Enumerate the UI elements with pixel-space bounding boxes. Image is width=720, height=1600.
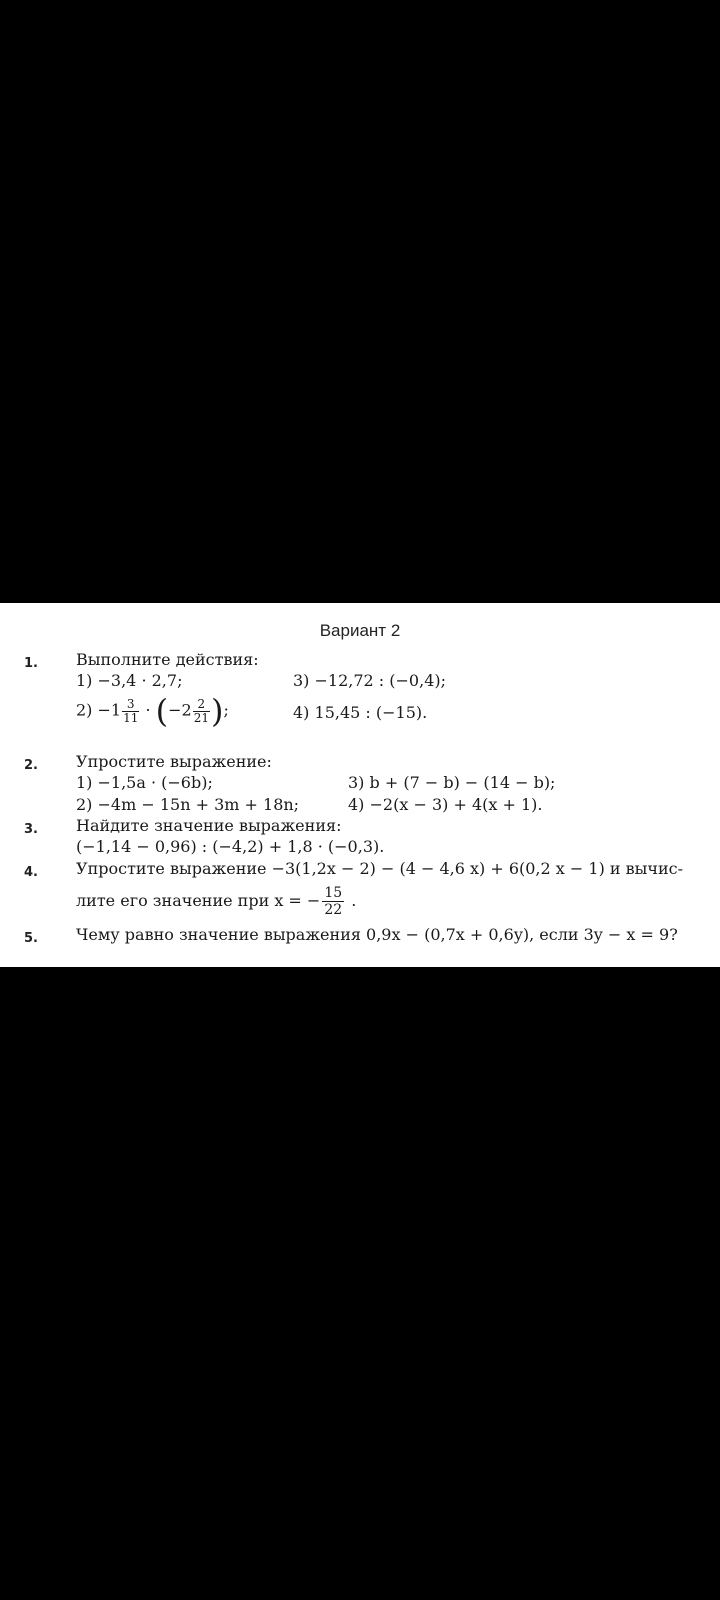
task-1-item-2-prefix: 2) −1 — [76, 700, 122, 720]
task-5-prompt: Чему равно значение выражения 0,9x − (0,7x + 0,6y), если 3y − x = 9? — [76, 925, 678, 944]
task-1-item-4: 4) 15,45 : (−15). — [293, 703, 428, 722]
semicolon: ; — [223, 700, 229, 720]
left-paren: ( — [155, 692, 169, 730]
task-3-prompt: Найдите значение выражения: — [76, 816, 342, 835]
task-3-expression: (−1,14 − 0,96) : (−4,2) + 1,8 · (−0,3). — [76, 837, 385, 856]
task-2-item-1: 1) −1,5a · (−6b); — [76, 773, 213, 792]
task-2-item-3: 3) b + (7 − b) − (14 − b); — [348, 773, 556, 792]
task-2-item-4: 4) −2(x − 3) + 4(x + 1). — [348, 795, 543, 814]
fraction-numerator: 2 — [193, 698, 210, 712]
multiply-dot: · — [140, 700, 156, 720]
fraction-3-11 — [122, 698, 139, 725]
task-1-number: 1. — [24, 656, 38, 671]
fraction-denominator: 22 — [324, 902, 343, 918]
task-1-item-2 — [76, 692, 229, 730]
inner-whole: −2 — [168, 700, 192, 720]
task-2-item-2: 2) −4m − 15n + 3m + 18n; — [76, 795, 300, 814]
fraction-denominator: 21 — [193, 710, 209, 725]
fraction-15-22 — [322, 885, 344, 918]
task-4-prompt: Упростите выражение −3(1,2x − 2) − (4 − 4,6 x) + 6(0,2 x − 1) и вычис- — [76, 859, 683, 878]
period: . — [346, 891, 357, 910]
task-1-item-1: 1) −3,4 · 2,7; — [76, 671, 183, 690]
task-1-prompt: Выполните действия: — [76, 650, 259, 669]
task-1-item-3: 3) −12,72 : (−0,4); — [293, 671, 447, 690]
task-2-number: 2. — [24, 758, 38, 773]
task-3-number: 3. — [24, 822, 38, 837]
fraction-numerator: 3 — [122, 698, 139, 712]
task-5-number: 5. — [24, 931, 38, 946]
fraction-2-21 — [193, 698, 210, 725]
task-2-prompt: Упростите выражение: — [76, 752, 272, 771]
fraction-denominator: 11 — [123, 710, 139, 725]
worksheet — [0, 603, 720, 967]
task-4-number: 4. — [24, 865, 38, 880]
fraction-numerator: 15 — [324, 885, 343, 901]
right-paren: ) — [211, 692, 224, 730]
variant-title: Вариант 2 — [319, 621, 401, 640]
task-4-line-2-prefix: лите его значение при x = − — [76, 891, 321, 910]
task-4-line-2 — [76, 885, 356, 918]
